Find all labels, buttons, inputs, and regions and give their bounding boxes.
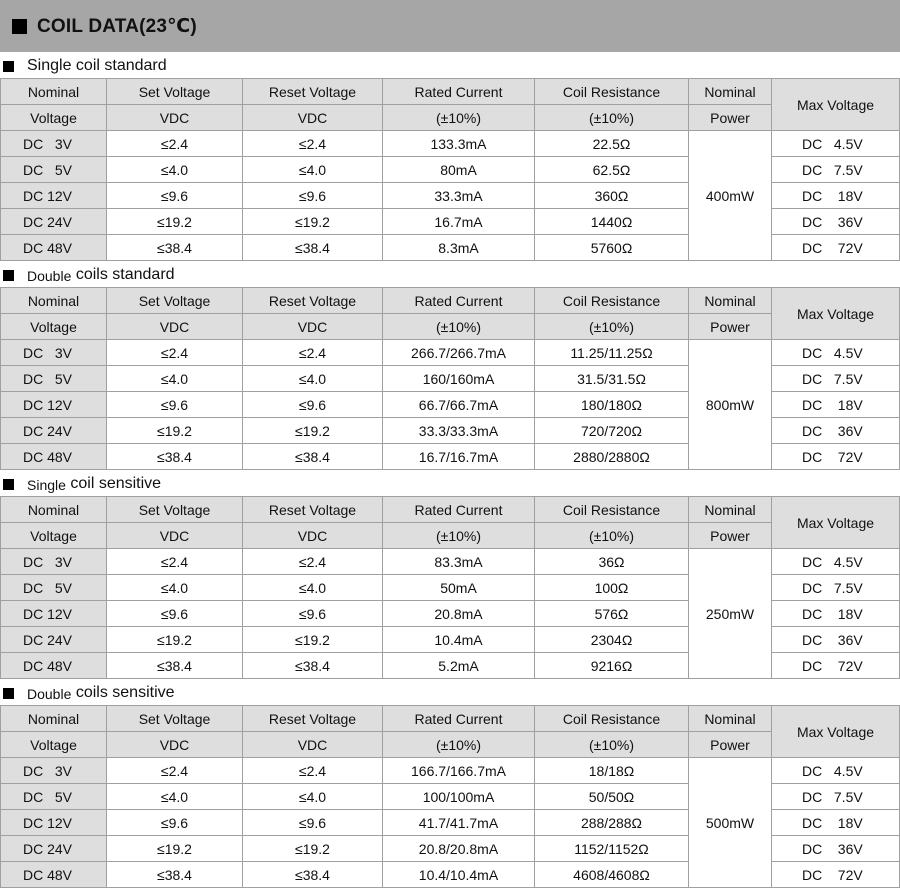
cell-max-voltage: DC 18V — [772, 810, 900, 836]
cell-max-voltage: DC 72V — [772, 653, 900, 679]
cell-nominal-voltage: DC 5V — [1, 575, 107, 601]
cell-nominal-voltage: DC 5V — [1, 366, 107, 392]
cell-set-voltage: ≤19.2 — [107, 418, 243, 444]
cell-reset-voltage: ≤19.2 — [243, 418, 383, 444]
cell-rated-current: 166.7/166.7mA — [383, 758, 535, 784]
square-bullet-icon — [3, 61, 14, 72]
column-header-rated-current-unit: (±10%) — [383, 523, 535, 549]
section-title-text: Single coil standard — [27, 57, 167, 74]
column-header-set-voltage-unit: VDC — [107, 523, 243, 549]
column-header-max-voltage: Max Voltage — [772, 706, 900, 758]
cell-set-voltage: ≤38.4 — [107, 653, 243, 679]
column-header-nominal-voltage-unit: Voltage — [1, 105, 107, 131]
cell-set-voltage: ≤38.4 — [107, 235, 243, 261]
coil-data-table — [0, 496, 900, 679]
column-header-coil-resistance-unit: (±10%) — [535, 523, 689, 549]
column-header-rated-current-unit: (±10%) — [383, 105, 535, 131]
cell-set-voltage: ≤2.4 — [107, 549, 243, 575]
column-header-nominal-power-unit: Power — [689, 732, 772, 758]
cell-coil-resistance: 36Ω — [535, 549, 689, 575]
column-header-coil-resistance: Coil Resistance — [535, 497, 689, 523]
cell-max-voltage: DC 7.5V — [772, 366, 900, 392]
cell-set-voltage: ≤19.2 — [107, 209, 243, 235]
cell-nominal-voltage: DC 24V — [1, 209, 107, 235]
cell-nominal-voltage: DC 24V — [1, 627, 107, 653]
section-title — [0, 261, 900, 287]
cell-coil-resistance: 9216Ω — [535, 653, 689, 679]
cell-set-voltage: ≤2.4 — [107, 340, 243, 366]
column-header-rated-current: Rated Current — [383, 706, 535, 732]
cell-max-voltage: DC 72V — [772, 235, 900, 261]
cell-rated-current: 16.7mA — [383, 209, 535, 235]
column-header-coil-resistance-unit: (±10%) — [535, 314, 689, 340]
cell-nominal-voltage: DC 3V — [1, 549, 107, 575]
cell-rated-current: 160/160mA — [383, 366, 535, 392]
cell-nominal-voltage: DC 12V — [1, 183, 107, 209]
square-bullet-icon — [12, 19, 27, 34]
column-header-set-voltage-unit: VDC — [107, 732, 243, 758]
column-header-coil-resistance-unit: (±10%) — [535, 732, 689, 758]
table-row — [1, 340, 900, 366]
section-title — [0, 679, 900, 705]
cell-reset-voltage: ≤38.4 — [243, 444, 383, 470]
column-header-nominal-voltage-unit: Voltage — [1, 523, 107, 549]
cell-rated-current: 133.3mA — [383, 131, 535, 157]
cell-coil-resistance: 31.5/31.5Ω — [535, 366, 689, 392]
cell-reset-voltage: ≤19.2 — [243, 209, 383, 235]
cell-max-voltage: DC 7.5V — [772, 575, 900, 601]
cell-set-voltage: ≤9.6 — [107, 392, 243, 418]
cell-rated-current: 80mA — [383, 157, 535, 183]
cell-rated-current: 83.3mA — [383, 549, 535, 575]
cell-nominal-voltage: DC 5V — [1, 157, 107, 183]
cell-set-voltage: ≤4.0 — [107, 575, 243, 601]
coil-sections — [0, 52, 900, 888]
section-title-text: Double — [27, 268, 72, 284]
column-header-reset-voltage-unit: VDC — [243, 523, 383, 549]
cell-rated-current: 8.3mA — [383, 235, 535, 261]
cell-coil-resistance: 1440Ω — [535, 209, 689, 235]
cell-set-voltage: ≤2.4 — [107, 131, 243, 157]
column-header-set-voltage-unit: VDC — [107, 314, 243, 340]
cell-set-voltage: ≤9.6 — [107, 183, 243, 209]
column-header-reset-voltage: Reset Voltage — [243, 288, 383, 314]
page-header — [0, 0, 900, 52]
cell-reset-voltage: ≤4.0 — [243, 366, 383, 392]
cell-reset-voltage: ≤2.4 — [243, 758, 383, 784]
column-header-reset-voltage: Reset Voltage — [243, 497, 383, 523]
cell-nominal-voltage: DC 5V — [1, 784, 107, 810]
column-header-coil-resistance: Coil Resistance — [535, 79, 689, 105]
cell-set-voltage: ≤4.0 — [107, 366, 243, 392]
cell-coil-resistance: 360Ω — [535, 183, 689, 209]
cell-nominal-power: 400mW — [689, 131, 772, 261]
cell-coil-resistance: 720/720Ω — [535, 418, 689, 444]
cell-nominal-voltage: DC 12V — [1, 392, 107, 418]
cell-coil-resistance: 576Ω — [535, 601, 689, 627]
cell-coil-resistance: 100Ω — [535, 575, 689, 601]
column-header-nominal-power-unit: Power — [689, 523, 772, 549]
coil-data-table — [0, 287, 900, 470]
cell-rated-current: 266.7/266.7mA — [383, 340, 535, 366]
square-bullet-icon — [3, 270, 14, 281]
cell-reset-voltage: ≤38.4 — [243, 235, 383, 261]
column-header-reset-voltage: Reset Voltage — [243, 706, 383, 732]
column-header-nominal-power: Nominal — [689, 79, 772, 105]
column-header-nominal-power: Nominal — [689, 706, 772, 732]
section-title-text: coil sensitive — [65, 475, 162, 492]
cell-nominal-voltage: DC 3V — [1, 340, 107, 366]
cell-nominal-voltage: DC 48V — [1, 235, 107, 261]
cell-rated-current: 41.7/41.7mA — [383, 810, 535, 836]
cell-reset-voltage: ≤4.0 — [243, 157, 383, 183]
cell-reset-voltage: ≤38.4 — [243, 862, 383, 888]
cell-nominal-voltage: DC 3V — [1, 131, 107, 157]
cell-nominal-voltage: DC 24V — [1, 418, 107, 444]
cell-max-voltage: DC 4.5V — [772, 340, 900, 366]
coil-data-table — [0, 705, 900, 888]
cell-max-voltage: DC 36V — [772, 627, 900, 653]
column-header-max-voltage: Max Voltage — [772, 79, 900, 131]
cell-rated-current: 10.4/10.4mA — [383, 862, 535, 888]
table-row — [1, 549, 900, 575]
cell-rated-current: 66.7/66.7mA — [383, 392, 535, 418]
cell-rated-current: 100/100mA — [383, 784, 535, 810]
cell-max-voltage: DC 7.5V — [772, 157, 900, 183]
column-header-reset-voltage-unit: VDC — [243, 105, 383, 131]
cell-set-voltage: ≤38.4 — [107, 444, 243, 470]
column-header-nominal-power: Nominal — [689, 288, 772, 314]
section-title-text: Double — [27, 686, 72, 702]
coil-data-table — [0, 78, 900, 261]
cell-rated-current: 50mA — [383, 575, 535, 601]
column-header-set-voltage: Set Voltage — [107, 706, 243, 732]
cell-reset-voltage: ≤19.2 — [243, 836, 383, 862]
cell-coil-resistance: 180/180Ω — [535, 392, 689, 418]
cell-rated-current: 10.4mA — [383, 627, 535, 653]
cell-reset-voltage: ≤9.6 — [243, 183, 383, 209]
cell-reset-voltage: ≤4.0 — [243, 784, 383, 810]
column-header-rated-current-unit: (±10%) — [383, 732, 535, 758]
cell-max-voltage: DC 18V — [772, 183, 900, 209]
cell-rated-current: 20.8mA — [383, 601, 535, 627]
cell-set-voltage: ≤19.2 — [107, 627, 243, 653]
column-header-coil-resistance: Coil Resistance — [535, 706, 689, 732]
column-header-rated-current-unit: (±10%) — [383, 314, 535, 340]
column-header-reset-voltage-unit: VDC — [243, 314, 383, 340]
cell-nominal-power: 500mW — [689, 758, 772, 888]
column-header-nominal-power: Nominal — [689, 497, 772, 523]
cell-coil-resistance: 5760Ω — [535, 235, 689, 261]
cell-reset-voltage: ≤9.6 — [243, 601, 383, 627]
column-header-coil-resistance: Coil Resistance — [535, 288, 689, 314]
cell-nominal-voltage: DC 48V — [1, 444, 107, 470]
column-header-max-voltage: Max Voltage — [772, 288, 900, 340]
cell-reset-voltage: ≤4.0 — [243, 575, 383, 601]
column-header-max-voltage: Max Voltage — [772, 497, 900, 549]
column-header-nominal-voltage: Nominal — [1, 497, 107, 523]
cell-coil-resistance: 2304Ω — [535, 627, 689, 653]
column-header-nominal-voltage-unit: Voltage — [1, 732, 107, 758]
cell-reset-voltage: ≤2.4 — [243, 340, 383, 366]
cell-max-voltage: DC 36V — [772, 418, 900, 444]
cell-reset-voltage: ≤38.4 — [243, 653, 383, 679]
cell-max-voltage: DC 18V — [772, 601, 900, 627]
cell-set-voltage: ≤4.0 — [107, 157, 243, 183]
table-row — [1, 758, 900, 784]
column-header-reset-voltage-unit: VDC — [243, 732, 383, 758]
page-title: COIL DATA(23℃) — [37, 15, 197, 37]
cell-nominal-voltage: DC 48V — [1, 862, 107, 888]
column-header-set-voltage: Set Voltage — [107, 79, 243, 105]
cell-nominal-power: 250mW — [689, 549, 772, 679]
cell-coil-resistance: 18/18Ω — [535, 758, 689, 784]
cell-set-voltage: ≤9.6 — [107, 810, 243, 836]
cell-coil-resistance: 62.5Ω — [535, 157, 689, 183]
cell-max-voltage: DC 72V — [772, 862, 900, 888]
cell-max-voltage: DC 4.5V — [772, 758, 900, 784]
cell-coil-resistance: 22.5Ω — [535, 131, 689, 157]
square-bullet-icon — [3, 479, 14, 490]
column-header-coil-resistance-unit: (±10%) — [535, 105, 689, 131]
column-header-rated-current: Rated Current — [383, 497, 535, 523]
column-header-nominal-power-unit: Power — [689, 105, 772, 131]
cell-max-voltage: DC 7.5V — [772, 784, 900, 810]
column-header-set-voltage: Set Voltage — [107, 288, 243, 314]
cell-nominal-voltage: DC 24V — [1, 836, 107, 862]
cell-set-voltage: ≤4.0 — [107, 784, 243, 810]
cell-coil-resistance: 50/50Ω — [535, 784, 689, 810]
column-header-set-voltage: Set Voltage — [107, 497, 243, 523]
table-row — [1, 131, 900, 157]
cell-set-voltage: ≤38.4 — [107, 862, 243, 888]
section-title-text: coils sensitive — [71, 684, 175, 701]
cell-set-voltage: ≤19.2 — [107, 836, 243, 862]
column-header-nominal-voltage: Nominal — [1, 706, 107, 732]
cell-reset-voltage: ≤9.6 — [243, 810, 383, 836]
column-header-nominal-voltage: Nominal — [1, 79, 107, 105]
cell-reset-voltage: ≤19.2 — [243, 627, 383, 653]
cell-max-voltage: DC 72V — [772, 444, 900, 470]
column-header-nominal-voltage: Nominal — [1, 288, 107, 314]
column-header-nominal-power-unit: Power — [689, 314, 772, 340]
cell-reset-voltage: ≤2.4 — [243, 549, 383, 575]
section-title-text: Single — [27, 477, 66, 493]
cell-max-voltage: DC 4.5V — [772, 549, 900, 575]
cell-rated-current: 33.3/33.3mA — [383, 418, 535, 444]
cell-nominal-voltage: DC 12V — [1, 810, 107, 836]
column-header-rated-current: Rated Current — [383, 288, 535, 314]
cell-coil-resistance: 4608/4608Ω — [535, 862, 689, 888]
cell-nominal-power: 800mW — [689, 340, 772, 470]
cell-reset-voltage: ≤2.4 — [243, 131, 383, 157]
column-header-reset-voltage: Reset Voltage — [243, 79, 383, 105]
cell-set-voltage: ≤2.4 — [107, 758, 243, 784]
cell-nominal-voltage: DC 12V — [1, 601, 107, 627]
column-header-nominal-voltage-unit: Voltage — [1, 314, 107, 340]
cell-rated-current: 16.7/16.7mA — [383, 444, 535, 470]
cell-coil-resistance: 11.25/11.25Ω — [535, 340, 689, 366]
cell-max-voltage: DC 36V — [772, 836, 900, 862]
cell-reset-voltage: ≤9.6 — [243, 392, 383, 418]
section-title — [0, 52, 900, 78]
square-bullet-icon — [3, 688, 14, 699]
cell-rated-current: 5.2mA — [383, 653, 535, 679]
cell-set-voltage: ≤9.6 — [107, 601, 243, 627]
section-title — [0, 470, 900, 496]
cell-rated-current: 20.8/20.8mA — [383, 836, 535, 862]
cell-max-voltage: DC 4.5V — [772, 131, 900, 157]
cell-rated-current: 33.3mA — [383, 183, 535, 209]
cell-max-voltage: DC 18V — [772, 392, 900, 418]
section-title-text: coils standard — [71, 266, 175, 283]
cell-coil-resistance: 1152/1152Ω — [535, 836, 689, 862]
cell-nominal-voltage: DC 3V — [1, 758, 107, 784]
cell-nominal-voltage: DC 48V — [1, 653, 107, 679]
cell-coil-resistance: 288/288Ω — [535, 810, 689, 836]
column-header-set-voltage-unit: VDC — [107, 105, 243, 131]
cell-coil-resistance: 2880/2880Ω — [535, 444, 689, 470]
column-header-rated-current: Rated Current — [383, 79, 535, 105]
cell-max-voltage: DC 36V — [772, 209, 900, 235]
